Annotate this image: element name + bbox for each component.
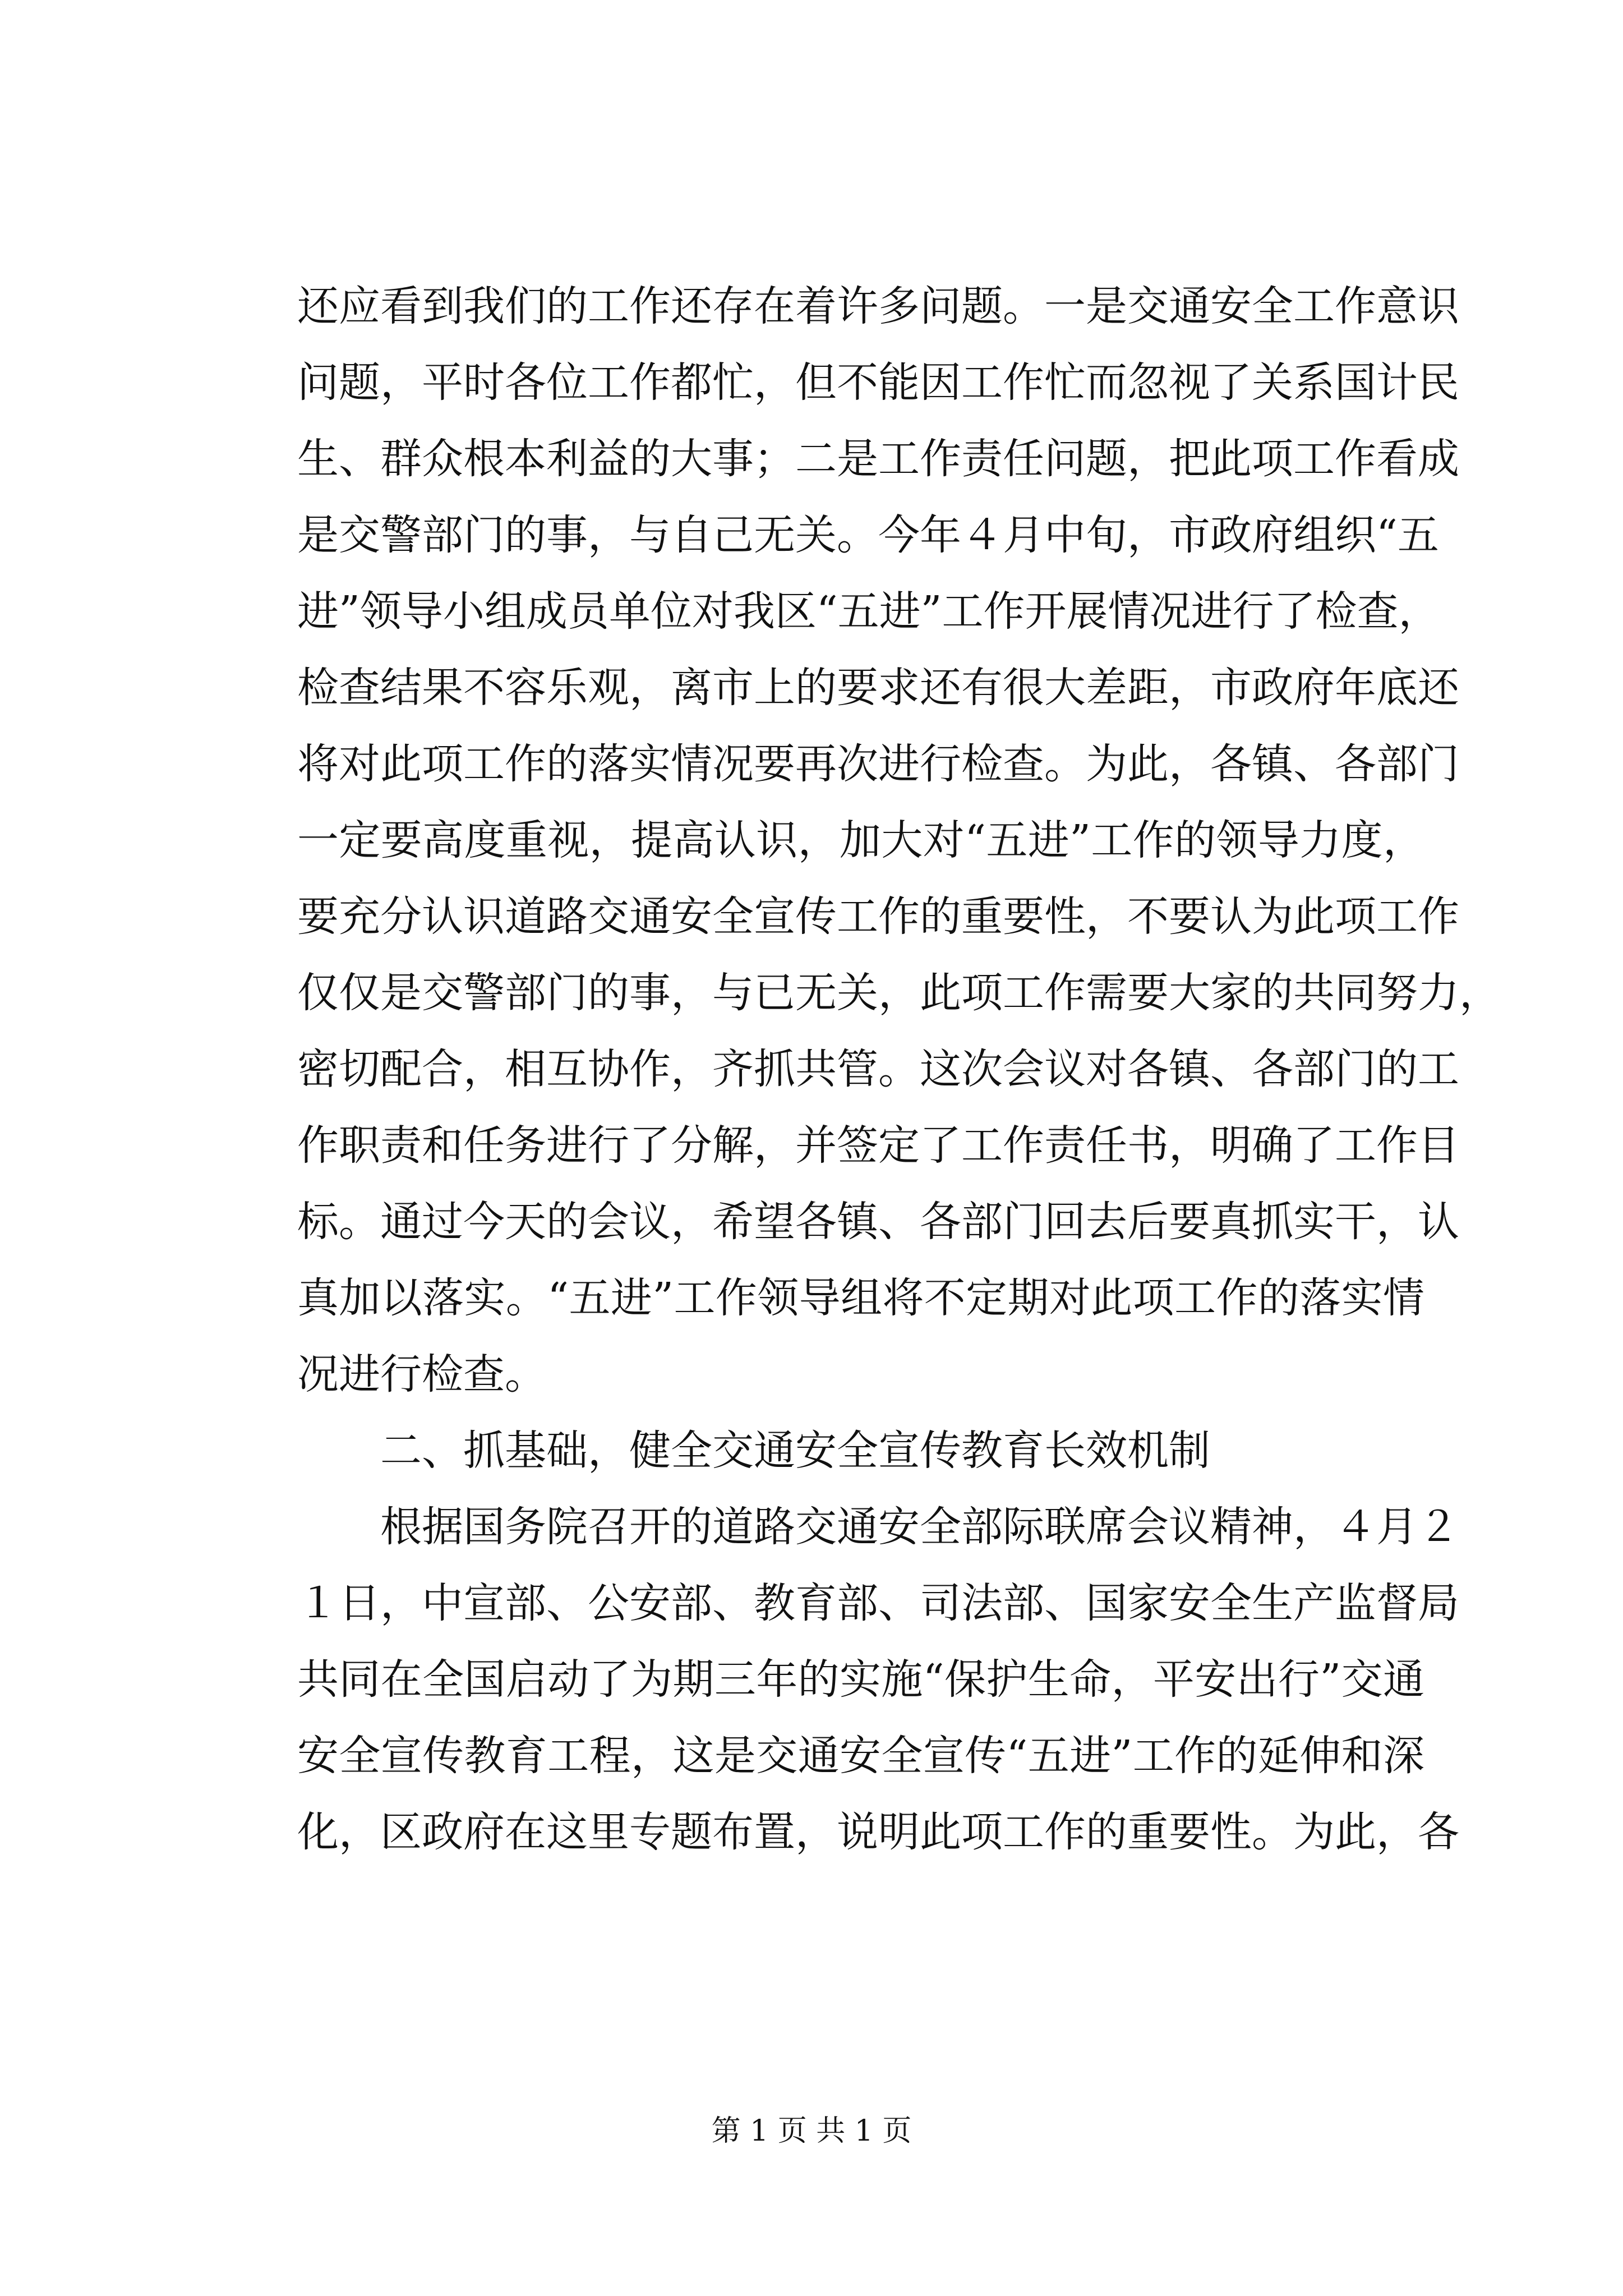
text-line-14: 真加以落实。“五进”工作领导组将不定期对此项工作的落实情 (297, 1274, 1424, 1322)
section-heading: 二、抓基础，健全交通安全宣传教育长效机制 (297, 1427, 1210, 1475)
text-line-20: 安全宣传教育工程，这是交通安全宣传“五进”工作的延伸和深 (297, 1732, 1424, 1780)
text-line-6: 检查结果不容乐观，离市上的要求还有很大差距，市政府年底还 (297, 664, 1459, 712)
text-line-15: 况进行检查。 (297, 1350, 546, 1398)
page-footer: 第 1 页 共 1 页 (711, 2114, 912, 2148)
text-line-13: 标。通过今天的会议，希望各镇、各部门回去后要真抓实干，认 (297, 1198, 1459, 1246)
text-line-5: 进”领导小组成员单位对我区“五进”工作开展情况进行了检查， (297, 587, 1440, 636)
text-line-21: 化，区政府在这里专题布置，说明此项工作的重要性。为此，各 (297, 1808, 1459, 1856)
text-line-12: 作职责和任务进行了分解，并签定了工作责任书，明确了工作目 (297, 1121, 1459, 1170)
text-line-7: 将对此项工作的落实情况要再次进行检查。为此，各镇、各部门 (297, 740, 1459, 788)
text-line-3: 生、群众根本利益的大事；二是工作责任问题，把此项工作看成 (297, 435, 1459, 483)
text-line-8: 一定要高度重视，提高认识，加大对“五进”工作的领导力度， (297, 816, 1424, 864)
text-line-18: １日，中宣部、公安部、教育部、司法部、国家安全生产监督局 (297, 1579, 1459, 1627)
text-line-10: 仅仅是交警部门的事，与已无关，此项工作需要大家的共同努力， (297, 969, 1501, 1017)
text-line-9: 要充分认识道路交通安全宣传工作的重要性，不要认为此项工作 (297, 892, 1459, 941)
text-line-4: 是交警部门的事，与自己无关。今年４月中旬，市政府组织“五 (297, 511, 1439, 559)
text-line-19: 共同在全国启动了为期三年的实施“保护生命，平安出行”交通 (297, 1655, 1424, 1704)
text-line-1: 还应看到我们的工作还存在着许多问题。一是交通安全工作意识 (297, 282, 1459, 330)
text-line-2: 问题，平时各位工作都忙，但不能因工作忙而忽视了关系国计民 (297, 358, 1459, 407)
text-line-17: 根据国务院召开的道路交通安全部际联席会议精神，４月２ (297, 1503, 1459, 1551)
text-line-11: 密切配合，相互协作，齐抓共管。这次会议对各镇、各部门的工 (297, 1045, 1459, 1093)
